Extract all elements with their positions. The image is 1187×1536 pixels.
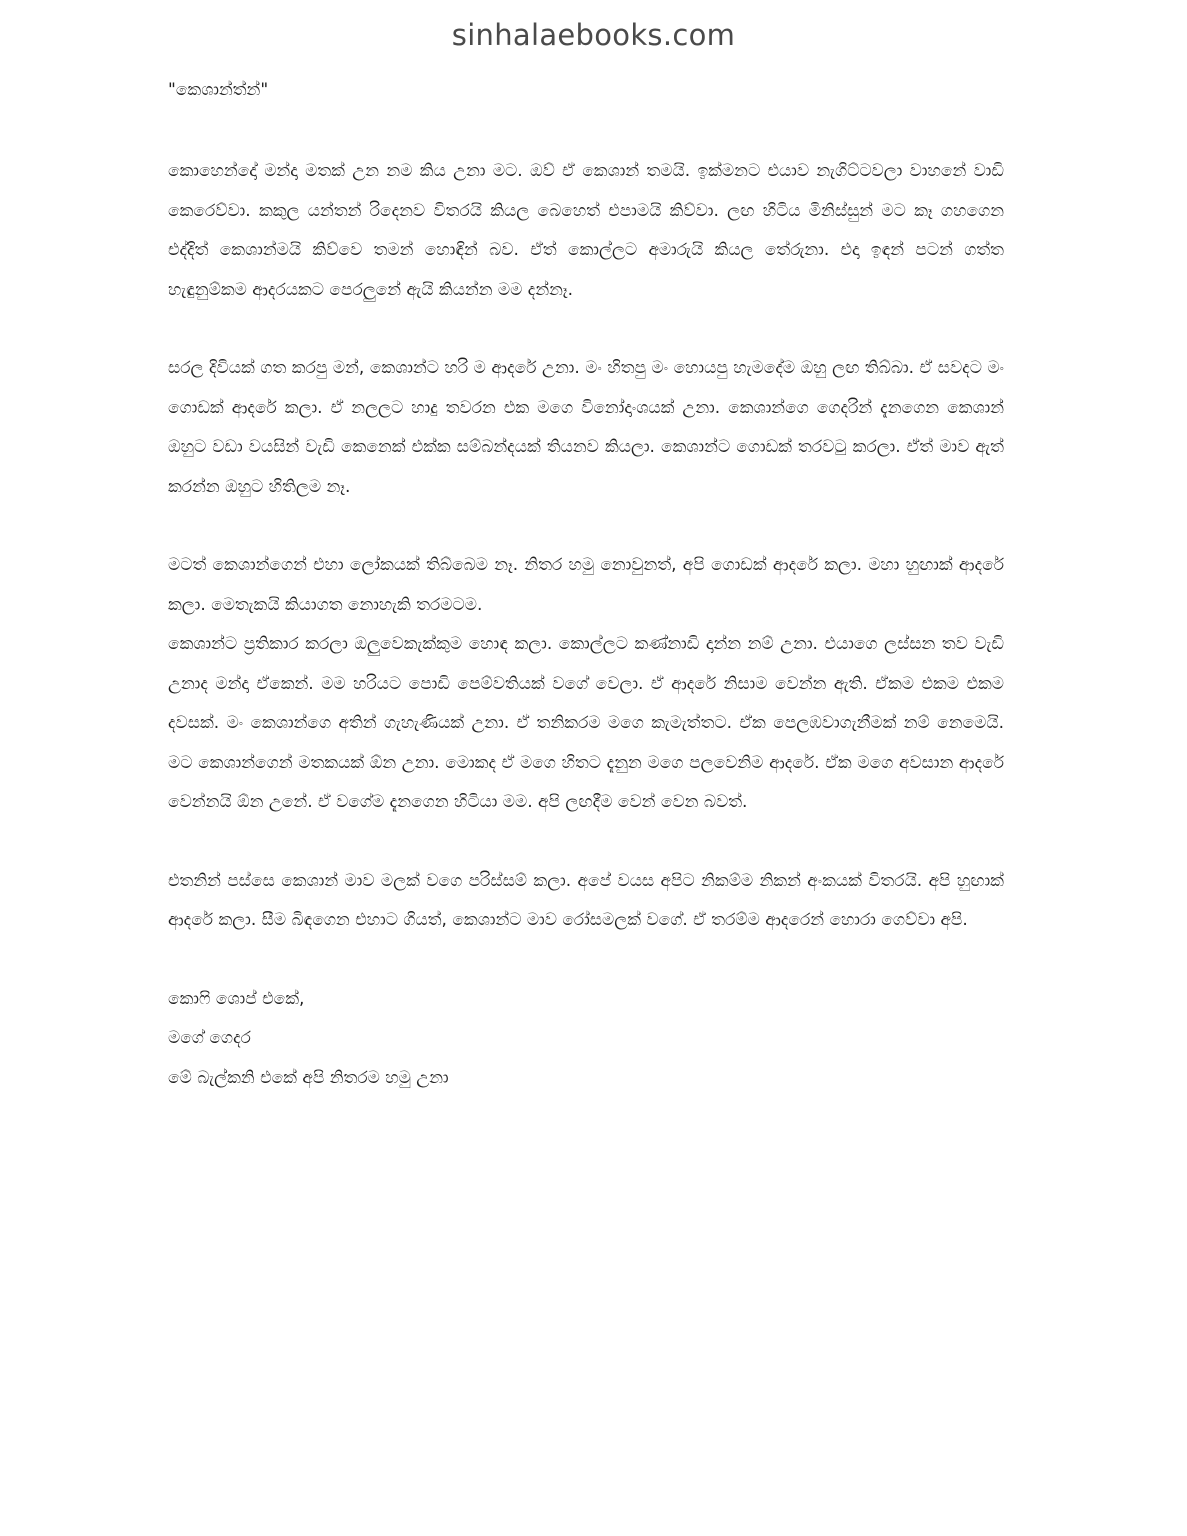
paragraph-4: කෙශාන්ට ප්‍රතිකාර කරලා ඔලුවෙකැක්කුම හොඳ කලා. කොල්ලට කණ්නාඩි දාන්න නම් උනා. එයාගෙ ලස්සන තව වැඩි උනාද මන්දා ඒකෙන්. මම හරියට පොඩි පෙම්වතියක් වගේ වෙලා. ඒ ආදරේ නිසාම වෙන්න ඇති. ඒකම එකම එකම දවසක්. මං කෙශාන්ගෙ අතින් ගැහැණියක් උනා. ඒ තනිකරම මගෙ කැමැත්තට. ඒක පෙලඹවාගැනීමක් නම් නෙමෙයි. මට කෙශාන්ගෙන් මතකයක් ඕන උනා. මොකද ඒ මගෙ හිතට දැනුන මගෙ පලවෙනිම ආදරේ. ඒක මගෙ අවසාන ආදරේ වෙන්නයි ඕන උනේ. ඒ වගේම දැනගෙන හිටියා මම. අපි ලඟදීම වෙන් වෙන බවත්. <box>168 634 1004 812</box>
paragraph-2: සරල දිවියක් ගත කරපු මන්, කෙශාන්ට හරි ම ආදරේ උනා. මං හිතපු මං හොයපු හැමදේම ඔහු ලඟ තිබ්බා. ඒ සවදට මං ගොඩක් ආදරේ කලා. ඒ නලලට හාදු තවරන එක මගෙ විනෝදාංශයක් උනා. කෙශාන්ගෙ ගෙදරින් දැනගෙන කෙශාන් ඔහුට වඩා වයසින් වැඩි කෙනෙක් එක්ක සම්බන්දයක් තියනව කියලා. කෙශාන්ට ගොඩක් තරවටු කරලා. ඒත් මාව ඇත් කරන්න ඔහුට හිතිලම නෑ. <box>168 358 1004 497</box>
closing-line-1: කොෆි ශොප් එකේ, <box>168 988 305 1009</box>
paragraph-5: එතනින් පස්සෙ කෙශාන් මාව මලක් වගෙ පරිස්සම් කලා. අපේ වයස අපිට නිකම්ම නිකන් අංකයක් විතරයි. අපි හුඟාක් ආදරේ කලා. සීම බිඳගෙන එහාට ගියත්, කෙශාන්ට මාව රෝසමලක් වගේ. ඒ තරම්ම ආදරෙන් හොරා ගෙව්වා අපි. <box>168 870 1004 930</box>
closing-line-3: මේ බැල්කනි එකේ අපි නිතරම හමු උනා <box>168 1067 449 1088</box>
document-body <box>168 78 1004 1098</box>
paragraph-1: කොහෙන්දෝ මන්දා මතක් උන නම කිය උනා මට. ඔව් ඒ කෙශාන් තමයි. ඉක්මනට එයාව නැගිට්ටවලා වාහනේ වාඩි කෙරෙව්වා. කකුල යන්තන් රිදෙනව විතරයි කියල බෙහෙත් එපාමයි කිව්වා. ලඟ හිටිය මිනිස්සුන් මට කෑ ගහගෙන එද්දිත් කෙශාන්මයි කිව්වෙ තමන් හොඳින් බව. ඒත් කොල්ලට අමාරුයි කියල තේරුනා. එදා ඉඳන් පටන් ගත්ත හැඳුනුම්කම ආදරයකට පෙරලුනේ ඇයි කියන්න මම දන්නෑ. <box>168 161 1004 300</box>
closing-lines <box>168 980 1004 1099</box>
document-title: "කෙශාන්ත්න්" <box>168 80 269 100</box>
paragraph-3: මටත් කෙශාන්ගෙන් එහා ලෝකයක් තිබ්බෙම නෑ. නිතර හමු නොවුනත්, අපි ගොඩක් ආදරේ කලා. මහා හුඟාක් ආදරේ කලා. මෙතැකයි කියාගත නොහැකි තරමටම. <box>168 555 1004 615</box>
closing-line-2: මගේ ගෙදර <box>168 1028 251 1048</box>
site-header: sinhalaebooks.com <box>451 18 736 52</box>
